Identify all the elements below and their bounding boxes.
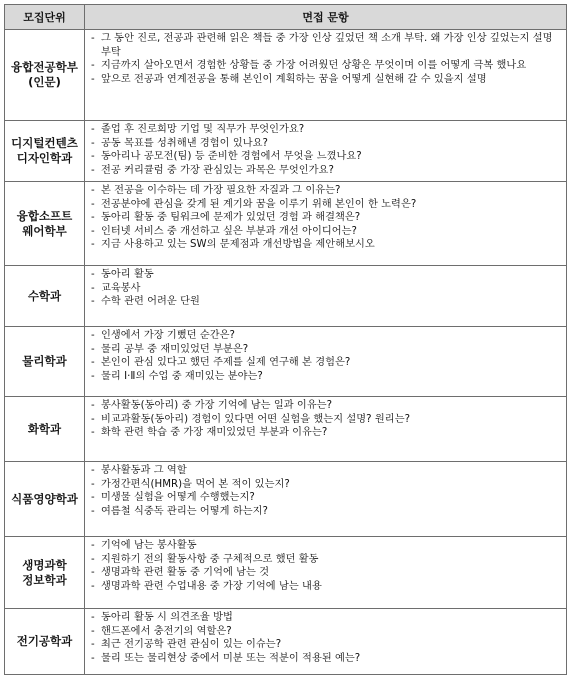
unit-name-line: 융합전공학부	[11, 60, 78, 74]
question-item: - 본인이 관심 있다고 했던 주제를 실제 연구해 본 경험은?	[91, 356, 560, 370]
questions-cell	[85, 537, 567, 609]
question-item: - 봉사활동과 그 역할	[91, 464, 560, 478]
table-body	[5, 30, 567, 675]
questions-cell	[85, 182, 567, 266]
table-header-row	[5, 5, 567, 30]
question-list	[91, 123, 560, 177]
table-row	[5, 182, 567, 266]
question-list	[91, 464, 560, 518]
question-item: - 전공 커리큘럼 중 가장 관심있는 과목은 무엇인가요?	[91, 164, 560, 178]
unit-cell	[5, 397, 85, 462]
unit-name-line: 수학과	[27, 288, 62, 303]
unit-name-line: 정보학과	[22, 572, 67, 587]
unit-cell	[5, 537, 85, 609]
unit-cell	[5, 609, 85, 675]
questions-cell	[85, 462, 567, 537]
unit-name-line: (인문)	[28, 75, 61, 89]
questions-cell	[85, 609, 567, 675]
question-item: - 수학 관련 어려운 단원	[91, 295, 560, 309]
question-item: - 화학 관련 학습 중 가장 재미있었던 부분과 이유는?	[91, 426, 560, 440]
unit-cell	[5, 462, 85, 537]
table-row	[5, 121, 567, 182]
unit-name-line: 물리학과	[22, 354, 67, 368]
header-questions: 면접 문항	[85, 5, 567, 30]
question-item: - 전공분야에 관심을 갖게 된 계기와 꿈을 이루기 위해 본인이 한 노력은?	[91, 198, 560, 212]
unit-name-line: 화학과	[27, 421, 62, 436]
unit-name-line: 식품영양학과	[11, 491, 78, 506]
unit-name-line: 디자인학과	[16, 151, 73, 165]
questions-cell	[85, 266, 567, 327]
unit-name-line: 융합소프트	[16, 208, 73, 223]
question-item: - 비교과활동(동아리) 경험이 있다면 어떤 실험을 했는지 설명? 원리는?	[91, 413, 560, 427]
unit-cell	[5, 121, 85, 182]
question-item: - 가정간편식(HMR)을 먹어 본 적이 있는지?	[91, 478, 560, 492]
question-item: - 동아리나 공모전(팀) 등 준비한 경험에서 무엇을 느꼈나요?	[91, 150, 560, 164]
table-row	[5, 609, 567, 675]
question-item: - 그 동안 진로, 전공과 관련해 읽은 책들 중 가장 인상 깊었던 책 소개 부탁. 왜 가장 인상 깊었는지 설명부탁	[91, 32, 560, 59]
unit-cell	[5, 327, 85, 397]
question-item: - 물리 Ⅰ·Ⅱ의 수업 중 재미있는 분야는?	[91, 370, 560, 384]
unit-cell	[5, 266, 85, 327]
question-list	[91, 329, 560, 383]
unit-cell	[5, 30, 85, 121]
question-list	[91, 184, 560, 252]
table-row	[5, 397, 567, 462]
question-list	[91, 611, 560, 665]
question-item: - 핸드폰에서 충전기의 역할은?	[91, 625, 560, 639]
question-item: - 생명과학 관련 수업내용 중 가장 기억에 남는 내용	[91, 580, 560, 594]
table-row	[5, 537, 567, 609]
question-item: - 여름철 식중독 관리는 어떻게 하는지?	[91, 505, 560, 519]
interview-table	[4, 4, 567, 675]
question-list	[91, 268, 560, 309]
table-row	[5, 266, 567, 327]
question-item: - 생명과학 관련 활동 중 기억에 남는 것	[91, 566, 560, 580]
question-item: - 앞으로 전공과 연계전공을 통해 본인이 계획하는 꿈을 어떻게 실현해 갈 수 있을지 설명	[91, 73, 560, 87]
question-item: - 물리 또는 물리현상 중에서 미분 또는 적분이 적용된 예는?	[91, 652, 560, 666]
unit-name-line: 웨어학부	[22, 223, 67, 238]
question-list	[91, 32, 560, 86]
question-item: - 봉사활동(동아리) 중 가장 기억에 남는 일과 이유는?	[91, 399, 560, 413]
unit-name-line: 전기공학과	[16, 634, 73, 648]
question-item: - 교육봉사	[91, 282, 560, 296]
questions-cell	[85, 121, 567, 182]
question-item: - 동아리 활동 중 팀워크에 문제가 있었던 경험 과 해결책은?	[91, 211, 560, 225]
unit-name-line: 디지털컨텐츠	[11, 136, 78, 150]
question-item: - 기억에 남는 봉사활동	[91, 539, 560, 553]
question-item: - 동아리 활동	[91, 268, 560, 282]
question-item: - 미생물 실험을 어떻게 수행했는지?	[91, 491, 560, 505]
table-row	[5, 462, 567, 537]
question-item: - 인생에서 가장 기뻤던 순간은?	[91, 329, 560, 343]
interview-questions-sheet	[4, 4, 567, 675]
question-item: - 지원하기 전의 활동사항 중 구체적으로 했던 활동	[91, 553, 560, 567]
question-item: - 졸업 후 진로희망 기업 및 직무가 무엇인가요?	[91, 123, 560, 137]
question-item: - 공동 목표를 성취해낸 경험이 있나요?	[91, 137, 560, 151]
unit-name-line: 생명과학	[22, 557, 67, 572]
table-row	[5, 30, 567, 121]
question-item: - 물리 공부 중 재미있었던 부분은?	[91, 343, 560, 357]
question-item: - 본 전공을 이수하는 데 가장 필요한 자질과 그 이유는?	[91, 184, 560, 198]
question-item: - 인터넷 서비스 중 개선하고 싶은 부분과 개선 아이디어는?	[91, 225, 560, 239]
questions-cell	[85, 30, 567, 121]
question-list	[91, 539, 560, 593]
header-unit: 모집단위	[5, 5, 85, 30]
unit-cell	[5, 182, 85, 266]
question-item: - 최근 전기공학 관련 관심이 있는 이슈는?	[91, 638, 560, 652]
question-list	[91, 399, 560, 440]
question-item: - 지금 사용하고 있는 SW의 문제점과 개선방법을 제안해보시오	[91, 238, 560, 252]
question-item: - 동아리 활동 시 의견조율 방법	[91, 611, 560, 625]
table-row	[5, 327, 567, 397]
questions-cell	[85, 397, 567, 462]
question-item: - 지금까지 살아오면서 경험한 상황들 중 가장 어려웠던 상황은 무엇이며 이를 어떻게 극복 했나요	[91, 59, 560, 73]
questions-cell	[85, 327, 567, 397]
